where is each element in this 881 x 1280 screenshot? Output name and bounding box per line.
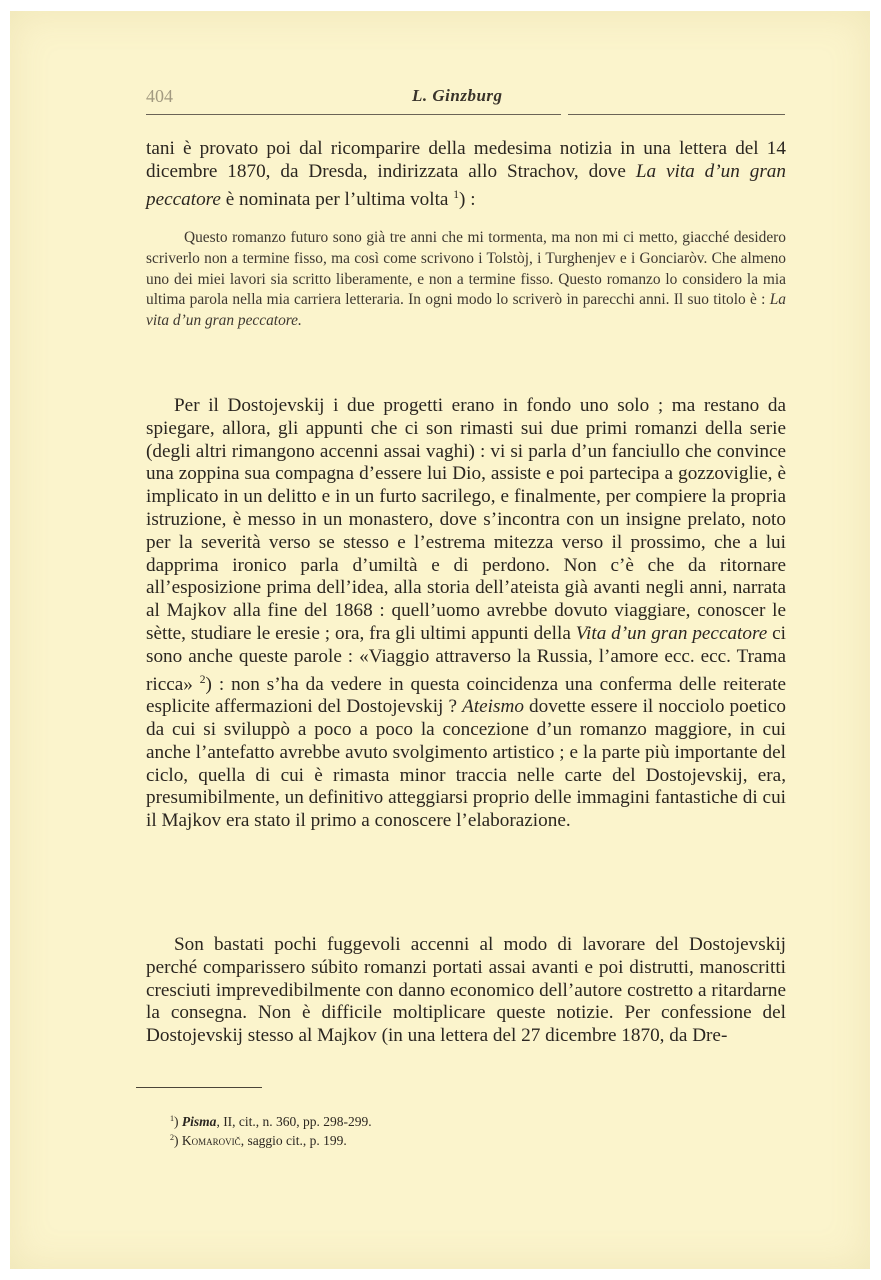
running-title: L. Ginzburg <box>412 86 503 105</box>
footnote-1: $^1$) Pisma, II, cit., n. 360, pp. 298-299. <box>170 1113 372 1129</box>
footnote-2-mark: 2 <box>170 1133 175 1142</box>
header-rule-left <box>146 114 561 115</box>
book-title: La vita d’un gran peccatore <box>146 160 786 210</box>
paragraph-1-end: ) : <box>459 188 476 210</box>
paragraph-1-text: tani è provato poi dal ricomparire della medesima notizia in una lettera del 14 dicembre 1870, da Dresda, indirizzata allo Strachov, dove <box>146 138 786 182</box>
paragraph-2-work-title: Ateismo <box>462 696 524 718</box>
paragraph-2-text-b: ci sono anche queste parole : «Viaggio attraverso la Russia, l’amore ecc. ecc. Trama ricca» <box>146 622 786 695</box>
paragraph-2-text-c: ) : non s’ha da vedere in questa coincidenza una conferma delle reiterate esplicite affermazioni del Dostojevskij ? <box>146 673 786 718</box>
paragraph-2 <box>146 395 786 833</box>
paragraph-2-book-title: Vita d’un gran peccatore <box>575 622 768 644</box>
paragraph-2-text-a: Per il Dostojevskij i due progetti erano in fondo uno solo ; ma restano da spiegare, allora, gli appunti che ci son rimasti sui due primi romanzi della serie (degli altri rimangono accenni assai vaghi) : vi si parla d’un fanciullo che convince una zoppina sua compagna d’essere lui Dio, assiste e poi partecipa a gozzoviglie, è implicato in un delitto e in un furto sacrilego, e finalmente, per compiere la propria istruzione, è messo in un monastero, dove s’incontra con un insigne prelato, noto per la severità verso se stesso e l’estrema mitezza verso il prossimo, che a lui dapprima ironico parla d’umiltà e di perdono. Non c’è che da ritornare all’esposizione prima dell’idea, alla storia dell’ateista già avanti negli anni, narrata al Majkov alla fine del 1868 : quell’uomo avrebbe dovuto viaggiare, conoscer le sètte, studiare le eresie ; ora, fra gli ultimi appunti della <box>146 395 786 644</box>
footnote-1-text: , II, cit., n. 360, pp. 298-299. <box>216 1113 372 1129</box>
footnote-1-mark: 1 <box>170 1114 175 1123</box>
footnote-2: $^2$) Komarovič, saggio cit., p. 199. <box>170 1132 347 1148</box>
paragraph-1-text-b: è nominata per l’ultima volta <box>220 188 454 210</box>
quote-book-title: La vita d’un gran peccatore. <box>146 291 786 330</box>
paragraph-3-text: Son bastati pochi fuggevoli accenni al modo di lavorare del Dostojevskij perché comparissero súbito romanzi portati assai avanti e poi distrutti, manoscritti cresciuti imprevedibilmente con danno economico dell’autore costretto a ritardarne la consegna. Non è difficile moltiplicare queste notizie. Per confessione del Dostojevskij stesso al Majkov (in una lettera del 27 dicembre 1870, da Dre- <box>146 934 786 1047</box>
footnote-1-source: Pisma <box>181 1113 217 1129</box>
running-header <box>146 86 786 112</box>
paragraph-1 <box>146 138 786 211</box>
header-rule-right <box>568 114 785 115</box>
block-quote <box>146 228 786 332</box>
footnote-2-text: , saggio cit., p. 199. <box>240 1132 347 1148</box>
paragraph-3 <box>146 934 786 1048</box>
footnote-2-source: Komarovič <box>181 1132 241 1148</box>
footnote-ref-2: 2 <box>199 673 206 686</box>
footnote-ref-1: 1 <box>453 188 460 201</box>
paragraph-2-text-d: dovette essere il nocciolo poetico da cui si sviluppò a poco a poco la concezione d’un romanzo maggiore, in cui anche l’antefatto avrebbe avuto svolgimento artistico ; e la parte più importante del ciclo, quella di cui è rimasta minor traccia nelle carte del Dostojevskij, era, presumibilmente, un definitivo atteggiarsi proprio delle immagini fantastiche di cui il Majkov era stato il primo a conoscere l’elaborazione. <box>146 696 787 832</box>
page-number: 404 <box>146 86 173 106</box>
quote-text: Questo romanzo futuro sono già tre anni che mi tormenta, ma non mi ci metto, giacché desidero scriverlo non a termine fisso, ma così come scrivono i Tolstòj, i Turghenjev e i Gonciaròv. Che almeno uno dei miei lavori sia scritto liberamente, e non a termine fisso. Questo romanzo lo considero la mia ultima parola nella mia carriera letteraria. In ogni modo lo scriverò in parecchi anni. Il suo titolo è : <box>146 229 786 309</box>
footnote-rule <box>136 1087 262 1088</box>
